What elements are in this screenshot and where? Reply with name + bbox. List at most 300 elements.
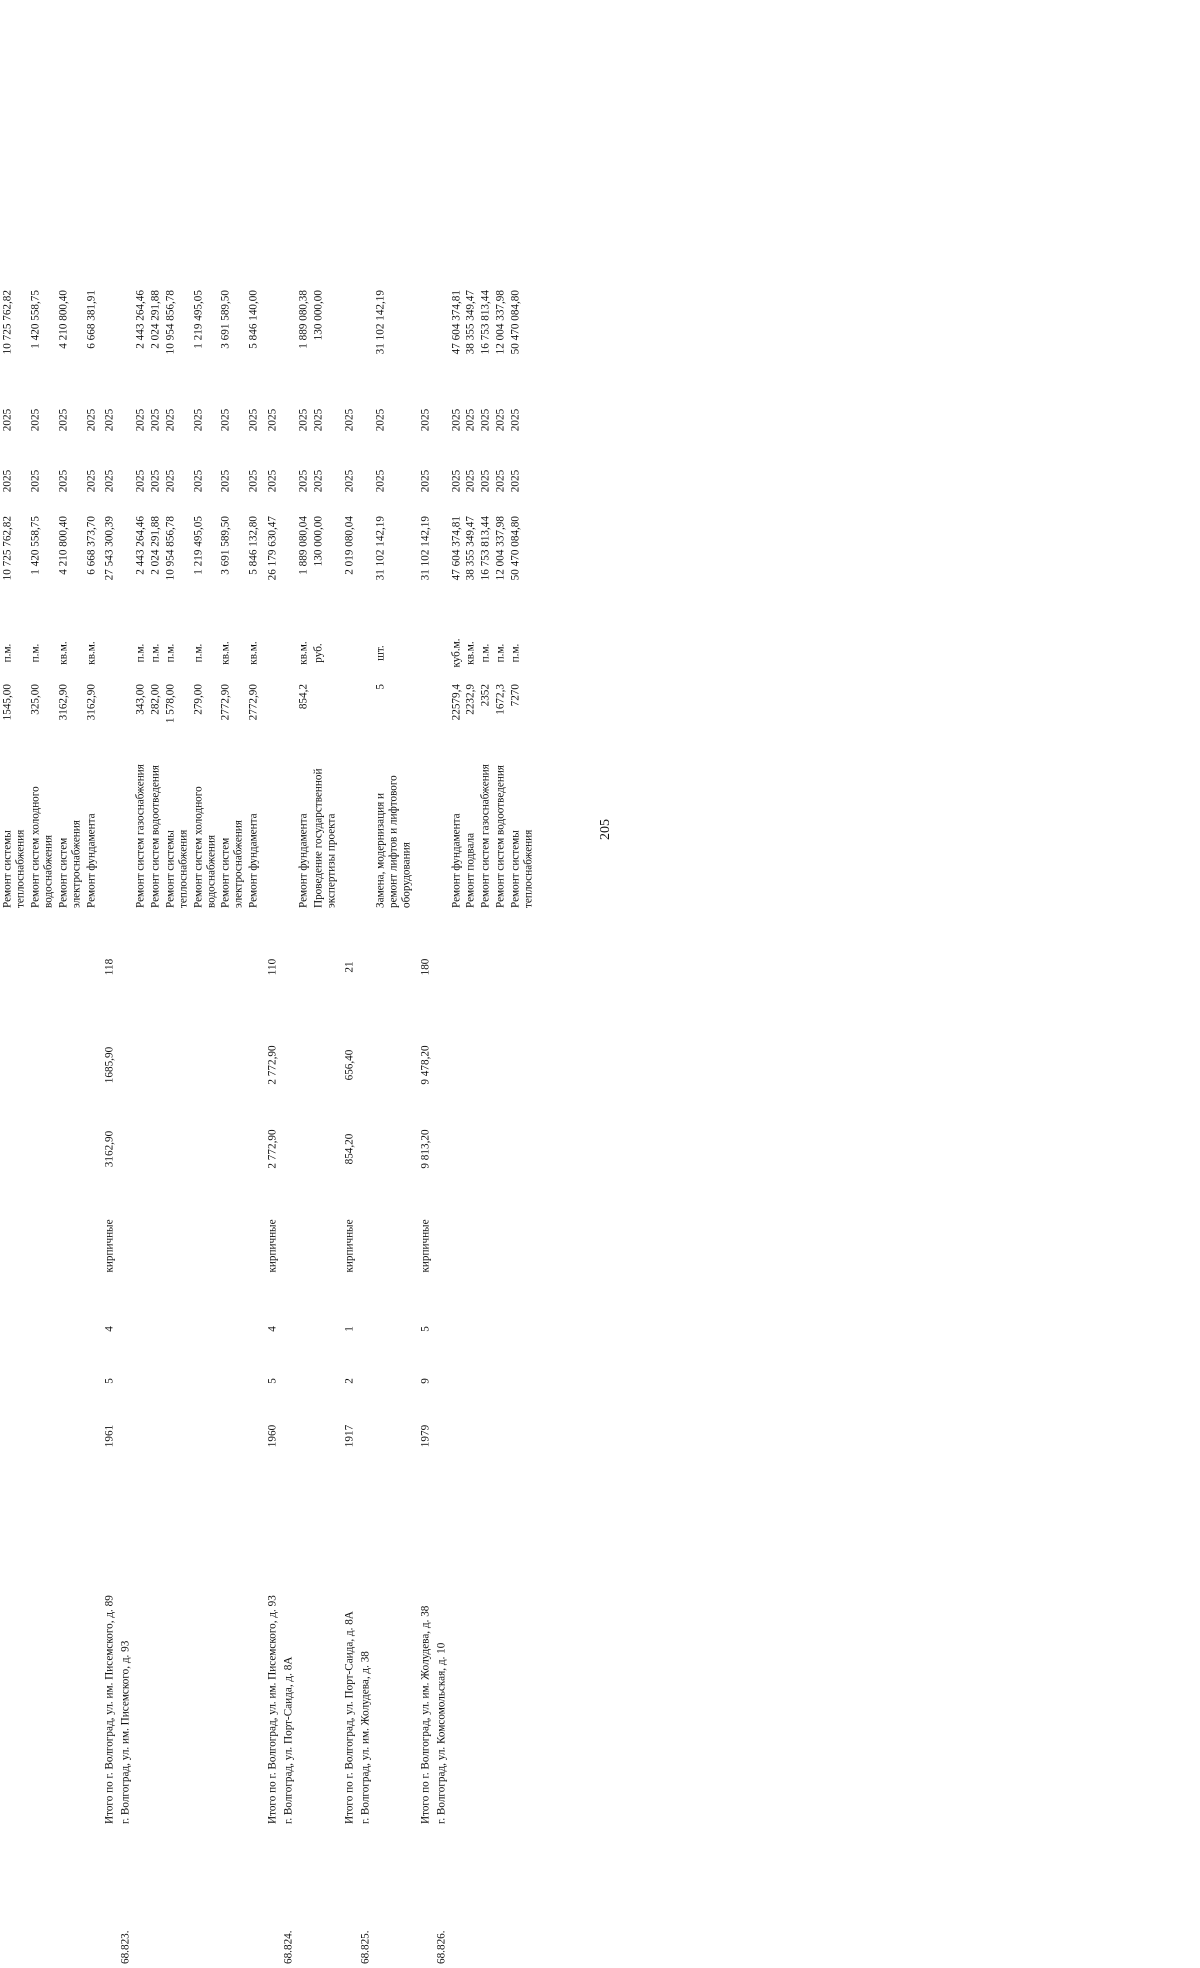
empty-cell [29, 1357, 57, 1405]
empty-cell [494, 1301, 509, 1357]
empty-cell [219, 1827, 247, 1967]
empty-cell [134, 911, 149, 1023]
empty-cell [433, 391, 449, 449]
empty-cell [374, 1467, 415, 1827]
empty-cell [84, 1827, 99, 1967]
work-end-date: 2025 [134, 408, 147, 432]
work-name: Ремонт фундамента [297, 813, 310, 908]
work-name: Ремонт системы теплоснабжения [1, 829, 27, 908]
work-limit-cost: 47 604 374,81 [450, 290, 463, 355]
empty-cell [494, 1191, 509, 1301]
work-year: 2025 [85, 469, 98, 493]
work-unit: п.м. [1, 643, 14, 663]
total-address: Итого по г. Волгоград, ул. им. Писемского, д. 89 [103, 1595, 116, 1824]
empty-cell [374, 1301, 415, 1357]
work-name: Ремонт системы теплоснабжения [164, 829, 190, 908]
rooms-area: 656,40 [343, 1049, 356, 1081]
empty-cell [479, 1107, 494, 1191]
empty-cell [414, 681, 433, 761]
work-limit-cost: 4 210 800,40 [57, 290, 70, 349]
empty-cell [449, 1023, 464, 1107]
empty-cell [494, 1467, 509, 1827]
empty-cell [296, 1357, 311, 1405]
empty-cell [509, 1467, 537, 1827]
empty-cell [479, 1467, 494, 1827]
work-name: Ремонт систем электроснабжения [219, 820, 245, 908]
empty-cell [247, 1405, 262, 1467]
empty-cell [219, 1107, 247, 1191]
empty-cell [118, 513, 134, 625]
empty-cell [247, 1107, 262, 1191]
empty-cell [414, 1827, 433, 1967]
empty-cell [311, 911, 339, 1023]
empty-cell [464, 1301, 479, 1357]
work-end-date: 2025 [219, 408, 232, 432]
work-year: 2025 [479, 469, 492, 493]
empty-cell [262, 625, 281, 681]
total-cost: 27 543 300,39 [103, 516, 116, 581]
address-row [358, 287, 374, 1967]
work-volume [311, 681, 339, 761]
total-area: 9 813,20 [419, 1129, 432, 1169]
empty-cell [1, 1405, 29, 1467]
empty-cell [134, 1023, 149, 1107]
empty-cell [149, 1405, 164, 1467]
empty-cell [479, 1301, 494, 1357]
empty-cell [1, 1191, 29, 1301]
empty-cell [118, 391, 134, 449]
work-volume: 2232,9 [464, 684, 477, 715]
work-name: Ремонт систем холодного водоснабжения [29, 786, 55, 908]
work-end-date: 2025 [164, 408, 177, 432]
row-number: 68.826. [435, 1930, 448, 1964]
empty-cell [1, 1301, 29, 1357]
empty-cell [433, 1301, 449, 1357]
empty-cell [56, 1405, 84, 1467]
year-built: 1979 [419, 1424, 432, 1448]
work-volume: 5 [374, 684, 387, 690]
work-year: 2025 [1, 469, 14, 493]
empty-cell [296, 1301, 311, 1357]
work-name: Ремонт фундамента [450, 813, 463, 908]
address-row [118, 287, 134, 1967]
work-end-date: 2025 [312, 408, 325, 432]
empty-cell [358, 761, 374, 911]
work-volume: 854,2 [297, 684, 310, 710]
empty-cell [479, 1191, 494, 1301]
empty-cell [191, 1301, 219, 1357]
work-limit-cost: 50 470 084,80 [509, 290, 522, 355]
empty-cell [280, 1107, 296, 1191]
empty-cell [280, 391, 296, 449]
empty-cell [296, 1827, 311, 1967]
empty-cell [433, 761, 449, 911]
work-volume: 325,00 [29, 684, 42, 715]
work-end-date: 2025 [464, 408, 477, 432]
total-end-date: 2025 [343, 408, 356, 432]
work-row [134, 287, 149, 1967]
empty-cell [464, 1467, 479, 1827]
empty-cell [29, 1467, 57, 1827]
empty-cell [56, 1827, 84, 1967]
work-end-date: 2025 [479, 408, 492, 432]
empty-cell [464, 1357, 479, 1405]
empty-cell [339, 287, 358, 391]
work-row [1, 287, 29, 1967]
work-cost: 50 470 084,80 [509, 516, 522, 581]
floors-count: 2 [343, 1378, 356, 1384]
empty-cell [118, 449, 134, 513]
table-body [0, 287, 536, 1967]
empty-cell [134, 1357, 149, 1405]
empty-cell [280, 449, 296, 513]
work-limit-cost: 1 219 495,05 [192, 290, 205, 349]
work-cost: 5 846 132,80 [247, 516, 260, 575]
empty-cell [134, 1467, 149, 1827]
empty-cell [414, 287, 433, 391]
empty-cell [118, 1191, 134, 1301]
building-address: г. Волгоград, ул. им. Писемского, д. 93 [119, 1640, 132, 1824]
wall-material: кирпичные [103, 1219, 116, 1273]
work-year: 2025 [247, 469, 260, 493]
empty-cell [262, 287, 281, 391]
empty-cell [374, 1191, 415, 1301]
empty-cell [296, 1467, 311, 1827]
empty-cell [296, 1023, 311, 1107]
empty-cell [134, 1191, 149, 1301]
work-volume: 7270 [509, 684, 522, 707]
empty-cell [449, 1827, 464, 1967]
empty-cell [280, 625, 296, 681]
total-area: 854,20 [343, 1133, 356, 1165]
work-year: 2025 [509, 469, 522, 493]
work-cost: 1 219 495,05 [192, 516, 205, 575]
empty-cell [449, 1357, 464, 1405]
work-cost: 4 210 800,40 [57, 516, 70, 575]
empty-cell [358, 1301, 374, 1357]
work-name: Ремонт систем газоснабжения [479, 764, 492, 908]
empty-cell [311, 1301, 339, 1357]
empty-cell [247, 911, 262, 1023]
total-area: 3162,90 [103, 1130, 116, 1168]
work-row [449, 287, 464, 1967]
empty-cell [433, 1357, 449, 1405]
work-volume: 1545,00 [1, 684, 14, 721]
empty-cell [509, 1827, 537, 1967]
empty-cell [449, 1301, 464, 1357]
empty-cell [464, 1405, 479, 1467]
empty-cell [358, 1357, 374, 1405]
empty-cell [358, 449, 374, 513]
work-row [311, 287, 339, 1967]
empty-cell [219, 1191, 247, 1301]
empty-cell [219, 911, 247, 1023]
work-name: Ремонт подвала [464, 832, 477, 908]
empty-cell [311, 1467, 339, 1827]
empty-cell [247, 1357, 262, 1405]
work-end-date: 2025 [149, 408, 162, 432]
empty-cell [433, 449, 449, 513]
empty-cell [99, 287, 118, 391]
empty-cell [163, 1405, 191, 1467]
work-unit: шт. [374, 645, 387, 661]
empty-cell [29, 911, 57, 1023]
total-cost: 26 179 630,47 [266, 516, 279, 581]
empty-cell [339, 761, 358, 911]
empty-cell [163, 1357, 191, 1405]
page-number: 205 [598, 819, 613, 840]
empty-cell [99, 681, 118, 761]
empty-cell [358, 513, 374, 625]
residents-count: 21 [343, 961, 356, 973]
empty-cell [118, 1023, 134, 1107]
empty-cell [358, 625, 374, 681]
empty-cell [374, 1827, 415, 1967]
empty-cell [118, 1301, 134, 1357]
rotated-table-sheet [0, 290, 803, 1968]
work-name: Проведение государственной экспертизы проекта [312, 768, 338, 908]
row-number: 68.825. [359, 1930, 372, 1964]
work-unit: п.м. [509, 643, 522, 663]
work-name: Ремонт систем водоотведения [494, 765, 507, 908]
empty-cell [433, 513, 449, 625]
work-cost: 6 668 373,70 [85, 516, 98, 575]
work-cost: 1 420 558,75 [29, 516, 42, 575]
empty-cell [433, 1405, 449, 1467]
empty-cell [29, 1107, 57, 1191]
work-unit: п.м. [494, 643, 507, 663]
work-row [494, 287, 509, 1967]
empty-cell [247, 1827, 262, 1967]
work-year: 2025 [192, 469, 205, 493]
empty-cell [99, 1827, 118, 1967]
empty-cell [219, 1467, 247, 1827]
empty-cell [29, 1023, 57, 1107]
empty-cell [56, 1023, 84, 1107]
work-cost: 1 889 080,04 [297, 516, 310, 575]
work-year: 2025 [297, 469, 310, 493]
work-year: 2025 [494, 469, 507, 493]
empty-cell [191, 911, 219, 1023]
work-year: 2025 [464, 469, 477, 493]
work-volume: 1 578,00 [164, 684, 177, 724]
empty-cell [163, 911, 191, 1023]
empty-cell [464, 1023, 479, 1107]
empty-cell [84, 1405, 99, 1467]
work-limit-cost: 10 954 856,78 [164, 290, 177, 355]
work-end-date: 2025 [374, 408, 387, 432]
rooms-area: 2 772,90 [266, 1045, 279, 1085]
empty-cell [358, 391, 374, 449]
empty-cell [339, 625, 358, 681]
total-end-date: 2025 [103, 408, 116, 432]
work-limit-cost: 3 691 589,50 [219, 290, 232, 349]
empty-cell [29, 1191, 57, 1301]
work-cost: 47 604 374,81 [450, 516, 463, 581]
work-unit: п.м. [134, 643, 147, 663]
empty-cell [149, 1107, 164, 1191]
empty-cell [449, 1467, 464, 1827]
building-address: г. Волгоград, ул. Порт-Саида, д. 8А [282, 1656, 295, 1824]
work-cost: 2 443 264,46 [134, 516, 147, 575]
empty-cell [84, 1023, 99, 1107]
work-unit: кв.м. [219, 641, 232, 665]
empty-cell [1, 1357, 29, 1405]
work-unit: кв.м. [247, 641, 260, 665]
work-row [509, 287, 537, 1967]
empty-cell [99, 761, 118, 911]
work-end-date: 2025 [297, 408, 310, 432]
work-year: 2025 [219, 469, 232, 493]
empty-cell [494, 1023, 509, 1107]
empty-cell [311, 1191, 339, 1301]
empty-cell [296, 911, 311, 1023]
work-end-date: 2025 [85, 408, 98, 432]
empty-cell [1, 1023, 29, 1107]
empty-cell [191, 1405, 219, 1467]
empty-cell [358, 911, 374, 1023]
work-limit-cost: 16 753 813,44 [479, 290, 492, 355]
empty-cell [1, 1827, 29, 1967]
empty-cell [149, 1827, 164, 1967]
work-limit-cost: 5 846 140,00 [247, 290, 260, 349]
work-year: 2025 [164, 469, 177, 493]
year-built: 1961 [103, 1424, 116, 1448]
empty-cell [464, 911, 479, 1023]
work-volume: 2352 [479, 684, 492, 707]
row-number: 68.824. [282, 1930, 295, 1964]
wall-material: кирпичные [419, 1219, 432, 1273]
empty-cell [56, 1357, 84, 1405]
empty-cell [262, 1827, 281, 1967]
empty-cell [311, 1405, 339, 1467]
empty-cell [247, 1023, 262, 1107]
empty-cell [433, 911, 449, 1023]
work-unit: п.м. [192, 643, 205, 663]
work-row [191, 287, 219, 1967]
empty-cell [494, 1405, 509, 1467]
empty-cell [219, 1301, 247, 1357]
empty-cell [247, 1467, 262, 1827]
repair-plan-table [0, 287, 536, 1968]
empty-cell [118, 287, 134, 391]
work-cost: 130 000,00 [312, 516, 325, 567]
work-row [149, 287, 164, 1967]
work-volume: 279,00 [192, 684, 205, 715]
empty-cell [29, 1827, 57, 1967]
empty-cell [280, 1191, 296, 1301]
work-row [56, 287, 84, 1967]
work-unit: п.м. [29, 643, 42, 663]
empty-cell [280, 761, 296, 911]
empty-cell [134, 1301, 149, 1357]
work-name: Замена, модернизация и ремонт лифтов и лифтового оборудования [374, 775, 413, 908]
work-limit-cost: 2 443 264,46 [134, 290, 147, 349]
work-volume: 282,00 [149, 684, 162, 715]
work-limit-cost: 31 102 142,19 [374, 290, 387, 355]
work-limit-cost: 6 668 381,91 [85, 290, 98, 349]
work-cost: 2 024 291,88 [149, 516, 162, 575]
work-name: Ремонт систем электроснабжения [57, 820, 83, 908]
work-name: Ремонт системы теплоснабжения [509, 829, 535, 908]
empty-cell [149, 911, 164, 1023]
total-end-date: 2025 [266, 408, 279, 432]
empty-cell [449, 1191, 464, 1301]
empty-cell [509, 1191, 537, 1301]
entrances-count: 4 [266, 1326, 279, 1332]
floors-count: 5 [103, 1378, 116, 1384]
building-address: г. Волгоград, ул. им. Жолудева, д. 38 [359, 1651, 372, 1824]
empty-cell [280, 911, 296, 1023]
work-year: 2025 [149, 469, 162, 493]
empty-cell [191, 1023, 219, 1107]
work-limit-cost: 130 000,00 [312, 290, 325, 341]
empty-cell [134, 1107, 149, 1191]
empty-cell [296, 1191, 311, 1301]
empty-cell [56, 1191, 84, 1301]
work-year: 2025 [374, 469, 387, 493]
work-cost: 10 725 762,82 [1, 516, 14, 581]
empty-cell [29, 1301, 57, 1357]
empty-cell [296, 1107, 311, 1191]
empty-cell [374, 1023, 415, 1107]
empty-cell [149, 1357, 164, 1405]
work-year: 2025 [450, 469, 463, 493]
empty-cell [163, 1827, 191, 1967]
floors-count: 5 [266, 1378, 279, 1384]
work-end-date: 2025 [247, 408, 260, 432]
empty-cell [1, 911, 29, 1023]
empty-cell [479, 911, 494, 1023]
empty-cell [479, 1827, 494, 1967]
empty-cell [449, 911, 464, 1023]
empty-cell [358, 681, 374, 761]
work-volume: 1672,3 [494, 684, 507, 715]
empty-cell [29, 1405, 57, 1467]
empty-cell [374, 911, 415, 1023]
empty-cell [118, 761, 134, 911]
total-year: 2025 [103, 469, 116, 493]
work-unit: п.м. [149, 643, 162, 663]
empty-cell [280, 1357, 296, 1405]
address-row [433, 287, 449, 1967]
empty-cell [280, 1405, 296, 1467]
empty-cell [163, 1301, 191, 1357]
row-number: 68.823. [119, 1930, 132, 1964]
work-end-date: 2025 [29, 408, 42, 432]
empty-cell [149, 1301, 164, 1357]
empty-cell [134, 1827, 149, 1967]
year-built: 1960 [266, 1424, 279, 1448]
empty-cell [494, 911, 509, 1023]
total-row [414, 287, 433, 1967]
empty-cell [262, 681, 281, 761]
empty-cell [414, 761, 433, 911]
empty-cell [311, 1023, 339, 1107]
total-end-date: 2025 [419, 408, 432, 432]
empty-cell [84, 911, 99, 1023]
work-name: Ремонт систем газоснабжения [134, 764, 147, 908]
empty-cell [118, 1107, 134, 1191]
empty-cell [56, 1467, 84, 1827]
work-cost: 12 004 337,98 [494, 516, 507, 581]
empty-cell [509, 1023, 537, 1107]
empty-cell [280, 1301, 296, 1357]
empty-cell [494, 1107, 509, 1191]
empty-cell [99, 625, 118, 681]
empty-cell [311, 1107, 339, 1191]
empty-cell [84, 1191, 99, 1301]
